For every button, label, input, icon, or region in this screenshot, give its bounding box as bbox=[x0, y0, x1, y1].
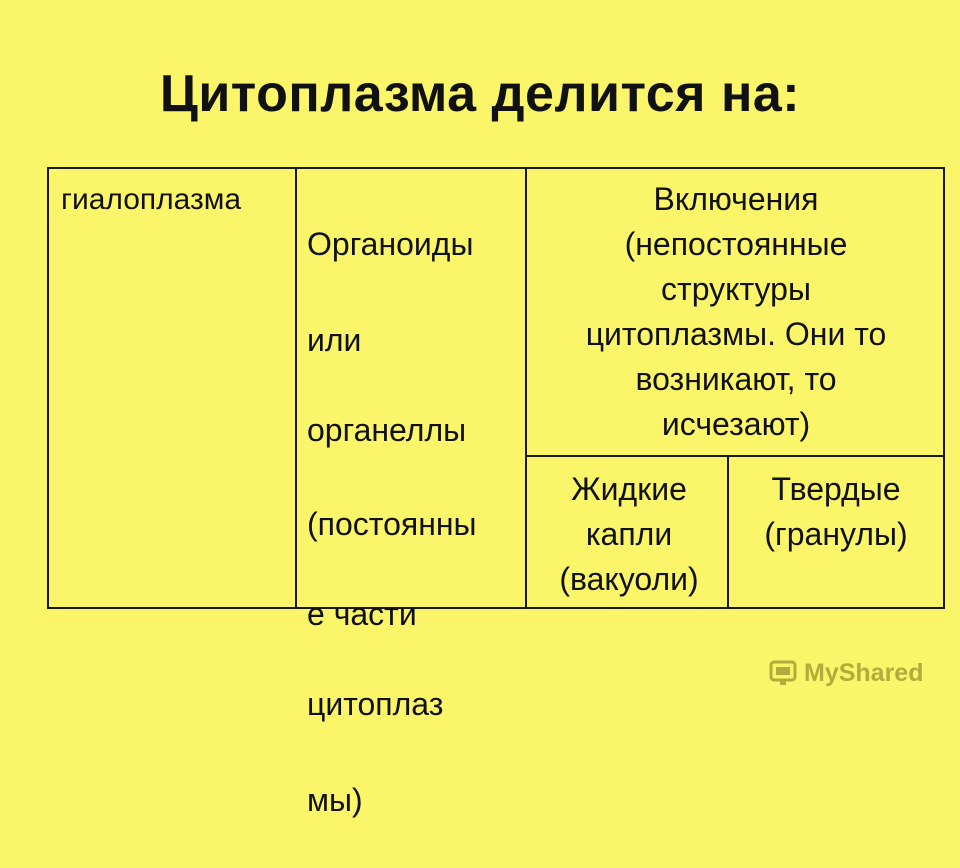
watermark-text: MyShared bbox=[804, 658, 924, 687]
divider-col-1 bbox=[295, 169, 297, 607]
organoids-line: органеллы bbox=[307, 412, 467, 448]
organoids-line: е части bbox=[307, 596, 417, 632]
cell-organoids bbox=[307, 177, 477, 868]
watermark bbox=[768, 655, 923, 691]
cell-solid-granules: Твердые (гранулы) bbox=[764, 471, 908, 552]
organoids-line: цитоплаз bbox=[307, 686, 444, 722]
divider-row-inclusions bbox=[527, 455, 943, 457]
cell-liquid-drops: Жидкие капли (вакуоли) bbox=[559, 471, 699, 597]
organoids-line: мы) bbox=[307, 782, 363, 818]
divider-col-2 bbox=[525, 169, 527, 607]
organoids-line: (постоянны bbox=[307, 506, 477, 542]
organoids-line: Органоиды bbox=[307, 226, 474, 262]
myshared-logo-icon bbox=[768, 658, 800, 688]
slide-title: Цитоплазма делится на: bbox=[159, 65, 801, 123]
organoids-line: или bbox=[307, 322, 362, 358]
cell-hyaloplasm: гиалоплазма bbox=[61, 183, 242, 216]
cell-inclusions: Включения (непостоянные структуры цитоплазмы. Они то возникают, то исчезают) bbox=[585, 181, 887, 442]
